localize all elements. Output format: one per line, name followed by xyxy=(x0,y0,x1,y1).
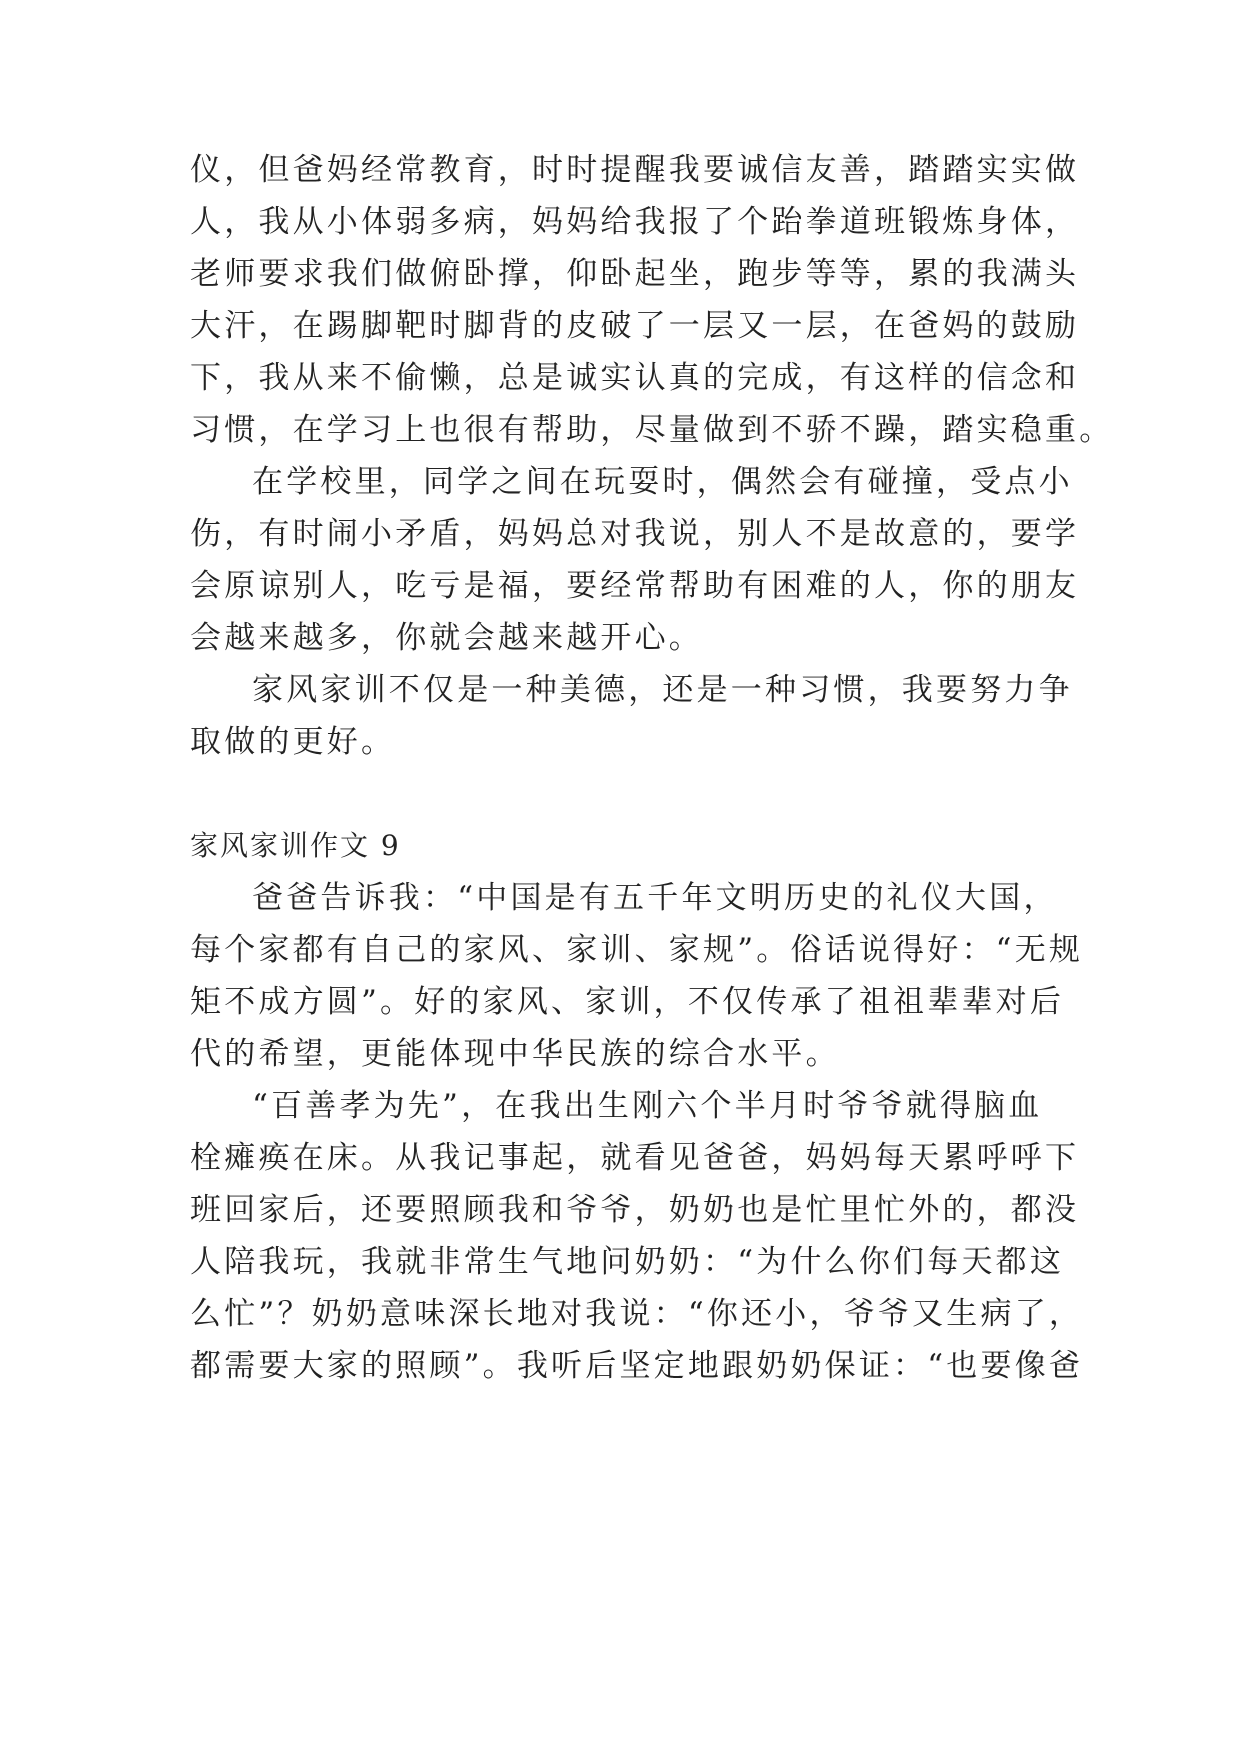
paragraph-line: 取做的更好。 xyxy=(190,724,396,760)
paragraph-line: 班回家后，还要照顾我和爷爷，奶奶也是忙里忙外的，都没 xyxy=(190,1192,1080,1228)
paragraph-line: 爸爸告诉我：“中国是有五千年文明历史的礼仪大国， xyxy=(252,880,1058,916)
paragraph-line: 会越来越多，你就会越来越开心。 xyxy=(190,620,703,656)
paragraph-line: 在学校里，同学之间在玩耍时，偶然会有碰撞，受点小 xyxy=(252,464,1073,500)
paragraph-line: 老师要求我们做俯卧撑，仰卧起坐，跑步等等，累的我满头 xyxy=(190,256,1080,292)
paragraph-line: 大汗，在踢脚靶时脚背的皮破了一层又一层，在爸妈的鼓励 xyxy=(190,308,1080,344)
paragraph-line: 栓瘫痪在床。从我记事起，就看见爸爸，妈妈每天累呼呼下 xyxy=(190,1140,1080,1176)
paragraph-line: 么忙”？奶奶意味深长地对我说：“你还小，爷爷又生病了， xyxy=(190,1296,1084,1332)
paragraph-line: 会原谅别人，吃亏是福，要经常帮助有困难的人，你的朋友 xyxy=(190,568,1080,604)
paragraph-line: 习惯，在学习上也很有帮助，尽量做到不骄不躁，踏实稳重。 xyxy=(190,412,1114,448)
paragraph-line: 人陪我玩，我就非常生气地问奶奶：“为什么你们每天都这 xyxy=(190,1244,1065,1280)
section-heading: 家风家训作文 9 xyxy=(190,829,401,862)
paragraph-line: 家风家训不仅是一种美德，还是一种习惯，我要努力争 xyxy=(252,672,1073,708)
paragraph-line: 代的希望，更能体现中华民族的综合水平。 xyxy=(190,1036,840,1072)
paragraph-line: 都需要大家的照顾”。我听后坚定地跟奶奶保证：“也要像爸 xyxy=(190,1348,1084,1384)
paragraph-line: 下，我从来不偷懒，总是诚实认真的完成，有这样的信念和 xyxy=(190,360,1080,396)
paragraph-line: 伤，有时闹小矛盾，妈妈总对我说，别人不是故意的，要学 xyxy=(190,516,1080,552)
paragraph-line: “百善孝为先”，在我出生刚六个半月时爷爷就得脑血 xyxy=(252,1088,1043,1124)
paragraph-line: 矩不成方圆”。好的家风、家训，不仅传承了祖祖辈辈对后 xyxy=(190,984,1065,1020)
paragraph-line: 仪，但爸妈经常教育，时时提醒我要诚信友善，踏踏实实做 xyxy=(190,152,1080,188)
paragraph-line: 人，我从小体弱多病，妈妈给我报了个跆拳道班锻炼身体， xyxy=(190,204,1080,240)
paragraph-line: 每个家都有自己的家风、家训、家规”。俗话说得好：“无规 xyxy=(190,932,1084,968)
